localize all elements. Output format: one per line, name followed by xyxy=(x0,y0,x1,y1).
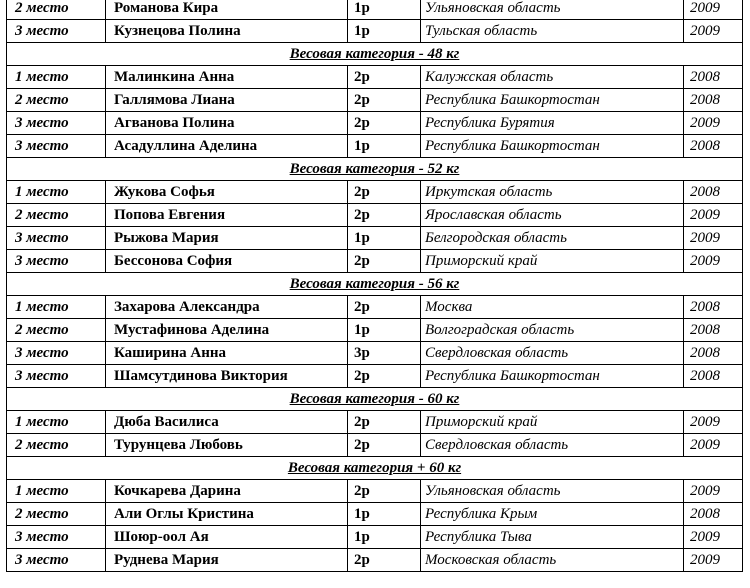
sport-rank-cell: 1р xyxy=(348,503,421,526)
result-row xyxy=(7,227,743,250)
weight-category-row xyxy=(7,273,743,296)
athlete-name-cell: Галлямова Лиана xyxy=(106,89,348,112)
region-cell: Москва xyxy=(421,296,684,319)
place-cell: 3 место xyxy=(7,250,106,273)
region-cell: Белгородская область xyxy=(421,227,684,250)
place-cell: 2 место xyxy=(7,503,106,526)
place-cell: 2 место xyxy=(7,434,106,457)
weight-category-label: Весовая категория - 56 кг xyxy=(289,276,460,292)
result-row xyxy=(7,549,743,572)
result-row xyxy=(7,411,743,434)
athlete-name-cell: Шамсутдинова Виктория xyxy=(106,365,348,388)
place-cell: 2 место xyxy=(7,89,106,112)
sport-rank-cell: 2р xyxy=(348,89,421,112)
athlete-name-cell: Турунцева Любовь xyxy=(106,434,348,457)
place-cell: 3 место xyxy=(7,135,106,158)
sport-rank-cell: 2р xyxy=(348,250,421,273)
athlete-name-cell: Жукова Софья xyxy=(106,181,348,204)
sport-rank-cell: 2р xyxy=(348,411,421,434)
result-row xyxy=(7,296,743,319)
athlete-name-cell: Рыжова Мария xyxy=(106,227,348,250)
region-cell: Приморский край xyxy=(421,250,684,273)
weight-category-label: Весовая категория - 60 кг xyxy=(289,391,460,407)
result-row xyxy=(7,480,743,503)
region-cell: Тульская область xyxy=(421,20,684,43)
place-cell: 3 место xyxy=(7,20,106,43)
athlete-name-cell: Шоюр-оол Ая xyxy=(106,526,348,549)
athlete-name-cell: Захарова Александра xyxy=(106,296,348,319)
athlete-name-cell: Малинкина Анна xyxy=(106,66,348,89)
result-row xyxy=(7,250,743,273)
birth-year-cell: 2009 xyxy=(684,480,743,503)
athlete-name-cell: Каширина Анна xyxy=(106,342,348,365)
result-row xyxy=(7,526,743,549)
sport-rank-cell: 2р xyxy=(348,434,421,457)
place-cell: 3 место xyxy=(7,549,106,572)
result-row xyxy=(7,181,743,204)
birth-year-cell: 2009 xyxy=(684,112,743,135)
sport-rank-cell: 1р xyxy=(348,135,421,158)
place-cell: 3 место xyxy=(7,112,106,135)
region-cell: Республика Тыва xyxy=(421,526,684,549)
result-row xyxy=(7,135,743,158)
sport-rank-cell: 1р xyxy=(348,20,421,43)
result-row xyxy=(7,319,743,342)
result-row xyxy=(7,89,743,112)
sport-rank-cell: 2р xyxy=(348,112,421,135)
region-cell: Республика Крым xyxy=(421,503,684,526)
birth-year-cell: 2009 xyxy=(684,434,743,457)
place-cell: 2 место xyxy=(7,0,106,20)
results-table xyxy=(6,0,743,572)
region-cell: Республика Башкортостан xyxy=(421,89,684,112)
place-cell: 1 место xyxy=(7,296,106,319)
sport-rank-cell: 2р xyxy=(348,204,421,227)
birth-year-cell: 2008 xyxy=(684,296,743,319)
place-cell: 1 место xyxy=(7,66,106,89)
birth-year-cell: 2008 xyxy=(684,135,743,158)
result-row xyxy=(7,66,743,89)
athlete-name-cell: Романова Кира xyxy=(106,0,348,20)
sport-rank-cell: 2р xyxy=(348,480,421,503)
region-cell: Ульяновская область xyxy=(421,0,684,20)
weight-category-label-cell xyxy=(7,158,743,181)
athlete-name-cell: Дюба Василиса xyxy=(106,411,348,434)
athlete-name-cell: Руднева Мария xyxy=(106,549,348,572)
weight-category-label: Весовая категория + 60 кг xyxy=(287,460,462,476)
place-cell: 1 место xyxy=(7,480,106,503)
birth-year-cell: 2009 xyxy=(684,549,743,572)
birth-year-cell: 2008 xyxy=(684,365,743,388)
region-cell: Республика Бурятия xyxy=(421,112,684,135)
place-cell: 1 место xyxy=(7,411,106,434)
weight-category-label: Весовая категория - 52 кг xyxy=(289,161,460,177)
region-cell: Свердловская область xyxy=(421,434,684,457)
region-cell: Ярославская область xyxy=(421,204,684,227)
region-cell: Ульяновская область xyxy=(421,480,684,503)
birth-year-cell: 2009 xyxy=(684,0,743,20)
place-cell: 2 место xyxy=(7,319,106,342)
sport-rank-cell: 2р xyxy=(348,66,421,89)
place-cell: 2 место xyxy=(7,204,106,227)
sport-rank-cell: 2р xyxy=(348,181,421,204)
athlete-name-cell: Кузнецова Полина xyxy=(106,20,348,43)
birth-year-cell: 2009 xyxy=(684,227,743,250)
athlete-name-cell: Бессонова София xyxy=(106,250,348,273)
result-row xyxy=(7,204,743,227)
region-cell: Свердловская область xyxy=(421,342,684,365)
athlete-name-cell: Агванова Полина xyxy=(106,112,348,135)
birth-year-cell: 2009 xyxy=(684,250,743,273)
athlete-name-cell: Попова Евгения xyxy=(106,204,348,227)
place-cell: 3 место xyxy=(7,526,106,549)
sport-rank-cell: 2р xyxy=(348,296,421,319)
region-cell: Московская область xyxy=(421,549,684,572)
result-row xyxy=(7,0,743,20)
weight-category-label-cell xyxy=(7,388,743,411)
weight-category-row xyxy=(7,388,743,411)
birth-year-cell: 2009 xyxy=(684,204,743,227)
athlete-name-cell: Кочкарева Дарина xyxy=(106,480,348,503)
athlete-name-cell: Мустафинова Аделина xyxy=(106,319,348,342)
result-row xyxy=(7,503,743,526)
results-body xyxy=(7,0,743,572)
region-cell: Республика Башкортостан xyxy=(421,365,684,388)
weight-category-row xyxy=(7,43,743,66)
sport-rank-cell: 2р xyxy=(348,549,421,572)
sport-rank-cell: 1р xyxy=(348,0,421,20)
sport-rank-cell: 1р xyxy=(348,319,421,342)
birth-year-cell: 2008 xyxy=(684,319,743,342)
weight-category-label-cell xyxy=(7,43,743,66)
athlete-name-cell: Али Оглы Кристина xyxy=(106,503,348,526)
result-row xyxy=(7,434,743,457)
result-row xyxy=(7,20,743,43)
athlete-name-cell: Асадуллина Аделина xyxy=(106,135,348,158)
place-cell: 3 место xyxy=(7,227,106,250)
region-cell: Волгоградская область xyxy=(421,319,684,342)
region-cell: Приморский край xyxy=(421,411,684,434)
sport-rank-cell: 1р xyxy=(348,227,421,250)
birth-year-cell: 2009 xyxy=(684,526,743,549)
sport-rank-cell: 1р xyxy=(348,526,421,549)
region-cell: Республика Башкортостан xyxy=(421,135,684,158)
region-cell: Калужская область xyxy=(421,66,684,89)
birth-year-cell: 2008 xyxy=(684,342,743,365)
birth-year-cell: 2009 xyxy=(684,411,743,434)
birth-year-cell: 2008 xyxy=(684,89,743,112)
result-row xyxy=(7,365,743,388)
place-cell: 3 место xyxy=(7,365,106,388)
weight-category-label-cell xyxy=(7,273,743,296)
region-cell: Иркутская область xyxy=(421,181,684,204)
birth-year-cell: 2008 xyxy=(684,503,743,526)
weight-category-label-cell xyxy=(7,457,743,480)
weight-category-row xyxy=(7,457,743,480)
weight-category-label: Весовая категория - 48 кг xyxy=(289,46,460,62)
sport-rank-cell: 3р xyxy=(348,342,421,365)
sport-rank-cell: 2р xyxy=(348,365,421,388)
result-row xyxy=(7,342,743,365)
weight-category-row xyxy=(7,158,743,181)
birth-year-cell: 2009 xyxy=(684,20,743,43)
place-cell: 1 место xyxy=(7,181,106,204)
birth-year-cell: 2008 xyxy=(684,181,743,204)
place-cell: 3 место xyxy=(7,342,106,365)
result-row xyxy=(7,112,743,135)
birth-year-cell: 2008 xyxy=(684,66,743,89)
